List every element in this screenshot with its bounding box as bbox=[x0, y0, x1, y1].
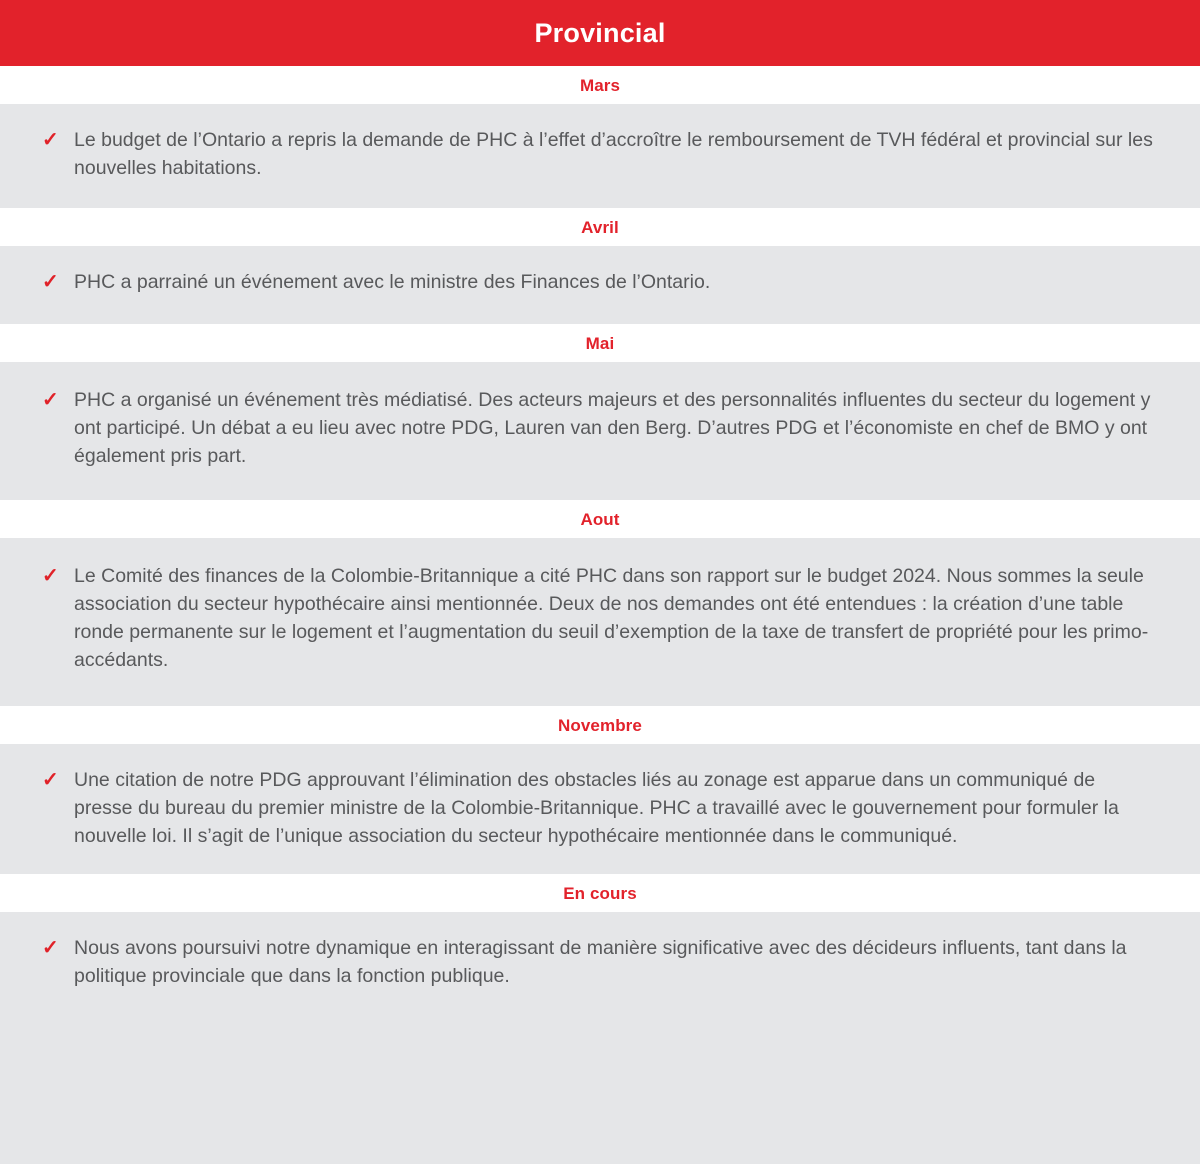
list-item bbox=[40, 766, 1154, 850]
month-label: Aout bbox=[580, 509, 620, 529]
month-header-mai bbox=[0, 324, 1200, 362]
check-icon: ✓ bbox=[42, 937, 59, 959]
list-item bbox=[40, 562, 1154, 674]
check-icon: ✓ bbox=[42, 565, 59, 587]
month-label: Novembre bbox=[558, 715, 642, 735]
check-icon: ✓ bbox=[42, 389, 59, 411]
section-content-novembre bbox=[0, 744, 1200, 874]
section-content-mars bbox=[0, 104, 1200, 208]
month-label: Mars bbox=[579, 75, 621, 95]
list-item-text: PHC a parrainé un événement avec le ministre des Finances de l’Ontario. bbox=[74, 271, 711, 293]
list-item-text: Le Comité des finances de la Colombie-Britannique a cité PHC dans son rapport sur le budget 2024. Nous sommes la seule association du secteur hypothécaire ainsi mentionnée. Deux de nos demandes ont été entendues : la création d’une table ronde permanente sur le logement et l’augmentation du seuil d’exemption de la taxe de transfert de propriété pour les primo-accédants. bbox=[74, 565, 1149, 671]
list-item-text: PHC a organisé un événement très médiatisé. Des acteurs majeurs et des personnalités influentes du secteur du logement y ont participé. Un débat a eu lieu avec notre PDG, Lauren van den Berg. D’autres PDG et l’économiste en chef de BMO y ont également pris part. bbox=[74, 389, 1151, 467]
bottom-filler bbox=[0, 1014, 1200, 1150]
list-item bbox=[40, 268, 1154, 296]
month-header-mars bbox=[0, 66, 1200, 104]
month-header-aout bbox=[0, 500, 1200, 538]
list-item bbox=[40, 126, 1154, 182]
section-content-avril bbox=[0, 246, 1200, 324]
check-icon: ✓ bbox=[42, 129, 59, 151]
check-icon: ✓ bbox=[42, 271, 59, 293]
list-item-text: Nous avons poursuivi notre dynamique en interagissant de manière significative avec des décideurs influents, tant dans la politique provinciale que dans la fonction publique. bbox=[74, 937, 1127, 987]
month-label: En cours bbox=[563, 883, 637, 903]
section-content-mai bbox=[0, 362, 1200, 500]
page-title: Provincial bbox=[534, 17, 666, 48]
month-label: Mai bbox=[585, 333, 615, 353]
month-header-avril bbox=[0, 208, 1200, 246]
list-item-text: Une citation de notre PDG approuvant l’élimination des obstacles liés au zonage est apparue dans un communiqué de presse du bureau du premier ministre de la Colombie-Britannique. PHC a travaillé avec le gouvernement pour formuler la nouvelle loi. Il s’agit de l’unique association du secteur hypothécaire mentionnée dans le communiqué. bbox=[74, 769, 1119, 847]
panel-header-banner bbox=[0, 0, 1200, 66]
section-content-en-cours bbox=[0, 912, 1200, 1014]
check-icon: ✓ bbox=[42, 769, 59, 791]
list-item bbox=[40, 386, 1154, 470]
section-content-aout bbox=[0, 538, 1200, 706]
month-header-en-cours bbox=[0, 874, 1200, 912]
list-item-text: Le budget de l’Ontario a repris la demande de PHC à l’effet d’accroître le remboursement de TVH fédéral et provincial sur les nouvelles habitations. bbox=[74, 129, 1153, 179]
list-item bbox=[40, 934, 1154, 990]
month-label: Avril bbox=[581, 217, 619, 237]
month-header-novembre bbox=[0, 706, 1200, 744]
